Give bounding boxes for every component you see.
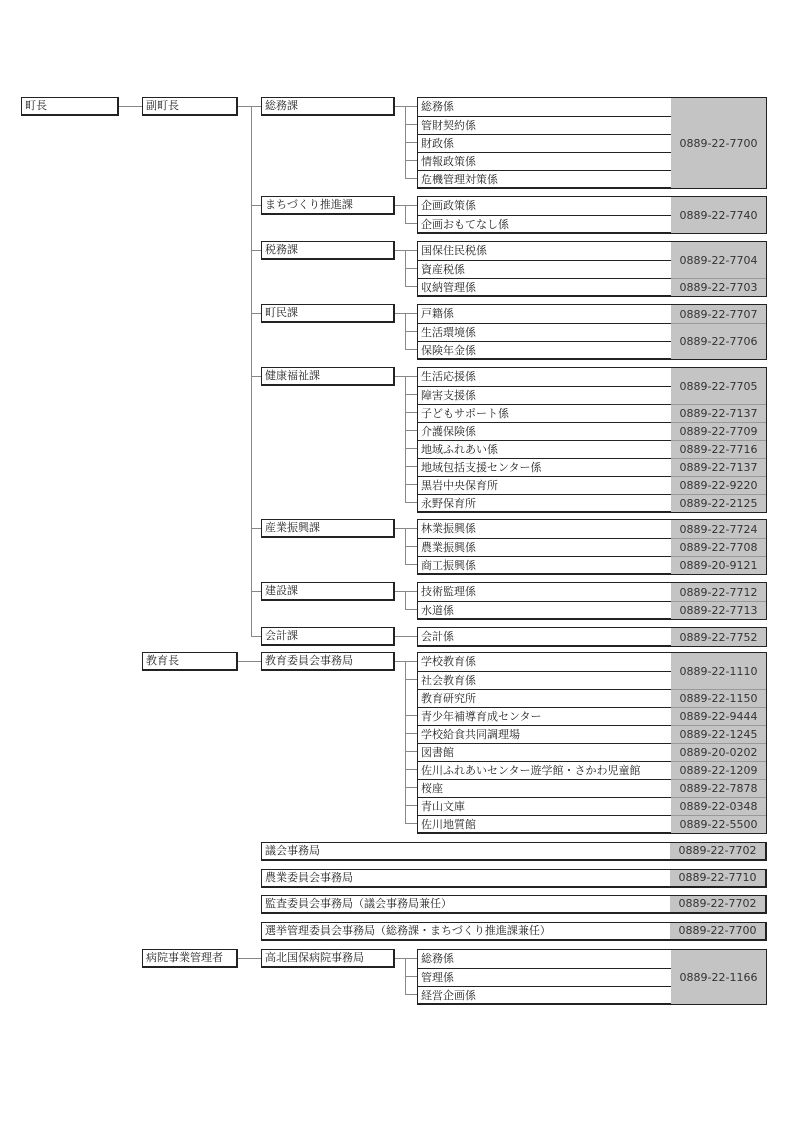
section-row: 佐川ふれあいセンター遊学館・さかわ児童館	[418, 761, 671, 779]
phone-number: 0889-22-7700	[670, 923, 765, 939]
phone-number: 0889-22-9444	[671, 707, 766, 725]
section-table	[417, 652, 767, 834]
office-name: 農業委員会事務局	[265, 871, 353, 884]
section-trunk-line	[405, 661, 406, 823]
connector-line	[405, 564, 417, 565]
section-table	[417, 627, 767, 647]
office-box	[261, 869, 767, 888]
section-table	[417, 97, 767, 189]
connector-line	[405, 609, 417, 610]
department-trunk-line	[251, 106, 252, 636]
section-row: 学校給食共同調理場	[418, 725, 671, 743]
connector-line	[395, 313, 417, 314]
phone-number: 0889-22-7137	[671, 404, 766, 422]
section-row: 経営企画係	[418, 986, 671, 1004]
section-row: 佐川地質館	[418, 815, 671, 833]
section-row: 技術監理係	[421, 585, 476, 598]
connector-line	[119, 106, 142, 107]
phone-number: 0889-22-1110	[671, 653, 766, 689]
section-trunk-line	[405, 205, 406, 223]
section-row: 水道係	[418, 601, 671, 619]
phone-number: 0889-22-7137	[671, 458, 766, 476]
connector-line	[405, 466, 417, 467]
connector-line	[405, 223, 417, 224]
connector-line	[405, 412, 417, 413]
section-row: 青少年補導育成センター	[418, 707, 671, 725]
department-box: 産業振興課	[261, 519, 395, 538]
phone-number: 0889-22-7700	[671, 98, 766, 188]
department-box: 健康福祉課	[261, 367, 395, 386]
office-box	[261, 842, 767, 861]
phone-number: 0889-22-7702	[670, 896, 765, 912]
phone-number: 0889-22-9220	[671, 476, 766, 494]
phone-number: 0889-22-1209	[671, 761, 766, 779]
section-row: 総務係	[421, 952, 454, 965]
connector-line	[405, 178, 417, 179]
section-table	[417, 241, 767, 297]
section-table	[417, 367, 767, 513]
connector-line	[405, 546, 417, 547]
connector-line	[405, 751, 417, 752]
branch-line	[251, 376, 261, 377]
office-box	[261, 895, 767, 914]
connector-line	[405, 160, 417, 161]
connector-line	[395, 591, 417, 592]
section-row: 生活環境係	[418, 323, 671, 341]
connector-line	[238, 106, 261, 107]
mayor-label: 町長	[25, 99, 47, 112]
section-row: 青山文庫	[418, 797, 671, 815]
section-row: 黒岩中央保育所	[418, 476, 671, 494]
section-row: 保険年金係	[418, 341, 671, 359]
branch-line	[251, 205, 261, 206]
section-row: 情報政策係	[418, 152, 671, 170]
connector-line	[405, 331, 417, 332]
connector-line	[405, 268, 417, 269]
section-row: 子どもサポート係	[418, 404, 671, 422]
connector-line	[405, 976, 417, 977]
department-box: 町民課	[261, 304, 395, 323]
section-table	[417, 196, 767, 234]
phone-number: 0889-22-7878	[671, 779, 766, 797]
phone-number: 0889-22-7724	[671, 520, 766, 538]
phone-number: 0889-22-1166	[671, 950, 766, 1004]
section-table	[417, 519, 767, 575]
phone-number: 0889-20-0202	[671, 743, 766, 761]
connector-line	[395, 528, 417, 529]
department-box: 会計課	[261, 627, 395, 646]
phone-number: 0889-22-7713	[671, 601, 766, 619]
section-row: 桜座	[418, 779, 671, 797]
section-row: 介護保険係	[418, 422, 671, 440]
connector-line	[405, 124, 417, 125]
connector-line	[395, 376, 417, 377]
phone-number: 0889-20-9121	[671, 556, 766, 574]
connector-line	[405, 502, 417, 503]
section-row: 生活応援係	[421, 370, 476, 383]
connector-line	[395, 205, 417, 206]
section-row: 企画政策係	[421, 199, 476, 212]
connector-line	[238, 661, 261, 662]
mayor-box	[21, 97, 119, 116]
phone-number: 0889-22-5500	[671, 815, 766, 833]
section-row: 会計係	[421, 630, 454, 643]
hospital-manager-box	[142, 949, 238, 968]
connector-line	[395, 250, 417, 251]
phone-number: 0889-22-1245	[671, 725, 766, 743]
connector-line	[405, 394, 417, 395]
hospital-manager-label: 病院事業管理者	[146, 951, 223, 964]
department-box: まちづくり推進課	[261, 196, 395, 215]
connector-line	[238, 958, 261, 959]
section-row: 教育研究所	[418, 689, 671, 707]
branch-line	[251, 636, 261, 637]
section-row: 危機管理対策係	[418, 170, 671, 188]
phone-number: 0889-22-7716	[671, 440, 766, 458]
connector-line	[405, 142, 417, 143]
section-row: 管財契約係	[418, 116, 671, 134]
section-row: 農業振興係	[418, 538, 671, 556]
section-row: 商工振興係	[418, 556, 671, 574]
section-row: 地域ふれあい係	[418, 440, 671, 458]
section-table	[417, 949, 767, 1005]
section-row: 総務係	[421, 100, 454, 113]
deputy-mayor-label: 副町長	[146, 99, 179, 112]
branch-line	[251, 528, 261, 529]
connector-line	[405, 679, 417, 680]
section-row: 管理係	[418, 968, 671, 986]
section-row: 障害支援係	[418, 386, 671, 404]
office-name: 監査委員会事務局（議会事務局兼任）	[265, 897, 452, 910]
office-box	[261, 922, 767, 941]
phone-number: 0889-22-2125	[671, 494, 766, 512]
phone-number: 0889-22-7703	[671, 278, 766, 296]
connector-line	[405, 994, 417, 995]
phone-number: 0889-22-7702	[670, 843, 765, 859]
deputy-mayor-box	[142, 97, 238, 116]
connector-line	[405, 769, 417, 770]
section-row: 社会教育係	[418, 671, 671, 689]
department-box: 総務課	[261, 97, 395, 116]
connector-line	[395, 106, 417, 107]
phone-number: 0889-22-7708	[671, 538, 766, 556]
section-row: 地域包括支援センター係	[418, 458, 671, 476]
section-row: 学校教育係	[421, 655, 476, 668]
phone-number: 0889-22-7707	[671, 305, 766, 323]
office-name: 議会事務局	[265, 844, 320, 857]
phone-number: 0889-22-7706	[671, 323, 766, 359]
section-trunk-line	[405, 591, 406, 609]
section-row: 永野保育所	[418, 494, 671, 512]
section-row: 財政係	[418, 134, 671, 152]
connector-line	[405, 715, 417, 716]
section-row: 図書館	[418, 743, 671, 761]
phone-number: 0889-22-7705	[671, 368, 766, 404]
section-row: 戸籍係	[421, 307, 454, 320]
section-row: 林業振興係	[421, 522, 476, 535]
connector-line	[405, 823, 417, 824]
connector-line	[405, 805, 417, 806]
department-box: 税務課	[261, 241, 395, 260]
connector-line	[405, 349, 417, 350]
phone-number: 0889-22-1150	[671, 689, 766, 707]
department-box: 建設課	[261, 582, 395, 601]
branch-line	[251, 250, 261, 251]
phone-number: 0889-22-7752	[671, 628, 766, 646]
phone-number: 0889-22-7740	[671, 197, 766, 233]
phone-number: 0889-22-7704	[671, 242, 766, 278]
section-row: 国保住民税係	[421, 244, 487, 257]
phone-number: 0889-22-7709	[671, 422, 766, 440]
section-row: 資産税係	[418, 260, 671, 278]
connector-line	[405, 787, 417, 788]
department-box: 高北国保病院事務局	[261, 949, 395, 968]
connector-line	[395, 661, 417, 662]
connector-line	[405, 448, 417, 449]
branch-line	[251, 591, 261, 592]
phone-number: 0889-22-7712	[671, 583, 766, 601]
connector-line	[395, 958, 417, 959]
connector-line	[405, 430, 417, 431]
section-table	[417, 304, 767, 360]
phone-number: 0889-22-0348	[671, 797, 766, 815]
superintendent-label: 教育長	[146, 654, 179, 667]
connector-line	[405, 286, 417, 287]
branch-line	[251, 313, 261, 314]
phone-number: 0889-22-7710	[670, 870, 765, 886]
section-row: 企画おもてなし係	[418, 215, 671, 233]
department-box: 教育委員会事務局	[261, 652, 395, 671]
connector-line	[405, 484, 417, 485]
connector-line	[395, 636, 417, 637]
office-name: 選挙管理委員会事務局（総務課・まちづくり推進課兼任）	[265, 924, 551, 937]
section-row: 収納管理係	[418, 278, 671, 296]
section-table	[417, 582, 767, 620]
connector-line	[405, 733, 417, 734]
superintendent-box	[142, 652, 238, 671]
